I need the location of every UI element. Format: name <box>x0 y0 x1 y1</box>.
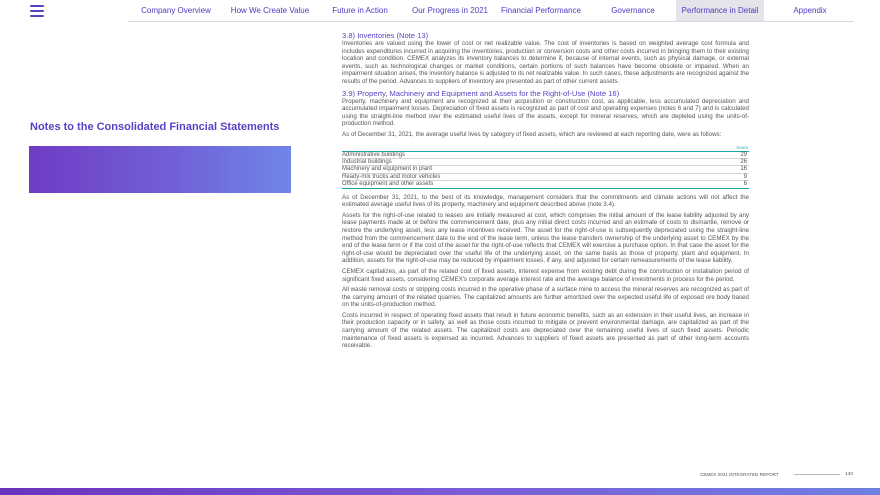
row-label: Administrative buildings <box>342 151 719 158</box>
nav-performance-in-detail[interactable]: Performance in Detail <box>676 0 764 21</box>
table-row <box>342 173 749 180</box>
section-banner <box>29 146 291 193</box>
top-navigation <box>0 0 880 22</box>
property-heading: 3.9) Property, Machinery and Equipment and Assets for the Right-of-Use (Note 16) <box>342 88 620 98</box>
menu-icon[interactable] <box>30 5 44 17</box>
footer-divider <box>794 474 840 475</box>
row-years: 16 <box>719 166 749 173</box>
row-years: 6 <box>719 181 749 188</box>
row-years: 9 <box>719 173 749 180</box>
report-title: CEMEX 2021 INTEGRATED REPORT <box>700 472 779 477</box>
table-row <box>342 151 749 158</box>
row-label: Machinery and equipment in plant <box>342 166 719 173</box>
nav-company-overview[interactable]: Company Overview <box>141 6 211 15</box>
row-label: Industrial buildings <box>342 158 719 165</box>
page-number: 140 <box>845 472 854 477</box>
row-label: Office equipment and other assets <box>342 181 719 188</box>
inventories-heading: 3.8) Inventories (Note 13) <box>342 31 429 40</box>
row-years: 26 <box>719 158 749 165</box>
inventories-paragraph: Inventories are valued using the lower of cost or net realizable value. The cost of inventories is based on weighted average cost formula and includes expenditures incurred in acquiring the inventories, production or conversion costs and other costs incurred in bringing them to their existing location and condition. CEMEX analyzes its inventory balances to determine if, because of internal events, such as physical damage, or external events, such as technological changes or market conditions, certain portions of such balances have become obsolete or impaired. When an impairment situation arises, the inventory balance is adjusted to its net realizable value. In such cases, these adjustments are recognized against the results of the period. Advances to suppliers of inventory are presented as part of other current assets. <box>342 40 749 85</box>
capitalized-costs-paragraph: Costs incurred in respect of operating fixed assets that result in future economic benefits, such as an extension in their useful lives, an increase in their production capacity or in safety, as well as those costs incurred to mitigate or prevent environmental damage, are capitalized as part of the carrying amount of the related assets. The capitalized costs are depreciated over the remaining useful lives of such fixed assets. Periodic maintenance of fixed assets is expensed as incurred. Advances to suppliers of fixed assets are presented as part of other long-term accounts receivable. <box>342 311 749 350</box>
nav-divider <box>128 21 854 22</box>
table-row <box>342 158 749 165</box>
bottom-gradient-bar <box>0 488 880 495</box>
row-years: 29 <box>719 151 749 158</box>
nav-our-progress-2021[interactable]: Our Progress in 2021 <box>411 6 489 15</box>
useful-lives-intro: As of December 31, 2021, the average useful lives by category of fixed assets, which are reviewed at each reporting date, were as follows: <box>342 130 722 138</box>
section-title: Notes to the Consolidated Financial Statements <box>30 121 280 133</box>
waste-removal-paragraph: All waste removal costs or stripping costs incurred in the operative phase of a surface mine to access the mineral reserves are recognized as part of the carrying amount of the related quarries. The capitalized amounts are further amortized over the expected useful life of exposed ore body based on the units-of-production method. <box>342 286 749 309</box>
nav-future-in-action[interactable]: Future in Action <box>332 6 388 15</box>
interest-paragraph: CEMEX capitalizes, as part of the related cost of fixed assets, interest expense from existing debt during the construction or installation period of significant fixed assets, considering CEMEX's corporate average interest rate and the average balance of investments in process for the period. <box>342 267 749 283</box>
table-row <box>342 166 749 173</box>
nav-financial-performance[interactable]: Financial Performance <box>500 6 582 15</box>
right-of-use-paragraph: Assets for the right-of-use related to leases are initially measured at cost, which comprises the initial amount of the lease liability adjusted by any lease payments made at or before the commencement date, plus any initial direct costs incurred and an estimate of costs to dismantle, remove or restore the underlying asset, less any lease incentives received. The asset for the right-of-use is subsequently depreciated using the straight-line method from the commencement date to the end of the lease term, unless the lease transfers ownership of the underlying asset to CEMEX by the end of the lease term or if the cost of the asset for the right-of-use reflects that CEMEX will exercise a purchase option. In that case the asset for the right-of-use would be depreciated over the useful life of the underlying asset, on the same basis as those of property, plant and equipment. In addition, assets for the right-of-use may be reduced by impairment losses, if any, and adjusted for certain remeasurements of the lease liability. <box>342 211 749 265</box>
climate-paragraph: As of December 31, 2021, to the best of its knowledge, management considers that the commitments and climate actions will not affect the estimated average useful lives of its property, machinery and equipment described above (note 3.4). <box>342 193 749 209</box>
table-row <box>342 181 749 188</box>
nav-appendix[interactable]: Appendix <box>793 6 827 15</box>
nav-how-we-create-value[interactable]: How We Create Value <box>230 6 310 15</box>
nav-governance[interactable]: Governance <box>611 6 655 15</box>
property-paragraph: Property, machinery and equipment are recognized at their acquisition or construction cost, as applicable, less accumulated depreciation and accumulated impairment losses. Depreciation of fixed assets is recognized as part of cost and operating expenses (notes 6 and 7) and is calculated using the straight-line method over the estimated useful lives of the assets, except for mineral reserves, which are depleted using the units-of-production method. <box>342 97 749 128</box>
useful-lives-table <box>342 146 749 189</box>
notes-content <box>342 31 749 350</box>
row-label: Ready-mix trucks and motor vehicles <box>342 173 719 180</box>
years-column-header: YEARS <box>719 146 749 152</box>
